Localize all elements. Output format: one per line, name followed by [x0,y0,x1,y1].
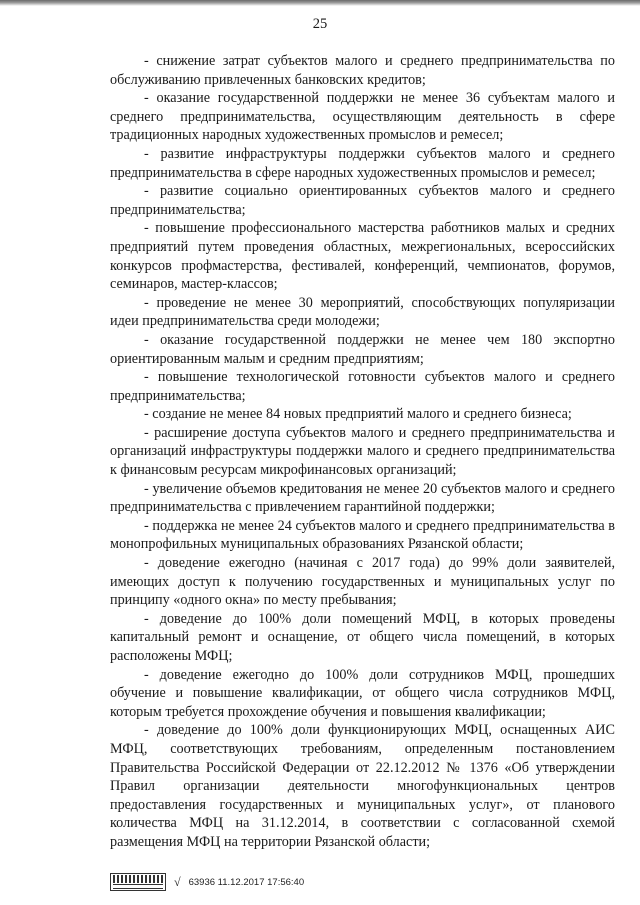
document-registration-info: 63936 11.12.2017 17:56:40 [188,876,305,888]
paragraph: - поддержка не менее 24 субъектов малого и среднего предпринимательства в монопрофильных муниципальных образованиях Рязанской области; [110,517,615,553]
scan-top-edge [0,0,640,6]
check-mark: √ [174,874,181,889]
registry-stamp-icon [110,873,166,891]
paragraph: - доведение ежегодно (начиная с 2017 года) до 99% доли заявителей, имеющих доступ к получению государственных и муниципальных услуг по принципу «одного окна» по месту пребывания; [110,555,615,609]
document-body [110,52,615,852]
paragraph: - доведение до 100% доли помещений МФЦ, в которых проведены капитальный ремонт и оснащение, от общего числа помещений, в которых расположены МФЦ; [110,610,615,664]
paragraph: - повышение профессионального мастерства работников малых и средних предприятий путем проведения областных, межрегиональных, всероссийских конкурсов профмастерства, фестивалей, конференций, чемпионатов, форумов, семинаров, мастер-классов; [110,220,615,293]
paragraph: - расширение доступа субъектов малого и среднего предпринимательства и организаций инфраструктуры поддержки малого и среднего предпринимательства к финансовым ресурсам микрофинансовых организаций; [110,424,615,479]
paragraph: - оказание государственной поддержки не менее 36 субъектам малого и среднего предпринимательства, осуществляющим деятельность в сфере традиционных народных художественных промыслов и ремесел; [110,90,615,144]
page-number: 25 [312,16,328,32]
paragraph: - доведение до 100% доли функционирующих МФЦ, оснащенных АИС МФЦ, соответствующих требованиям, определенным постановлением Правительства Российской Федерации от 22.12.2012 № 1376 «Об утверждении Правил организации деятельности многофункциональных центров предоставления государственных и муниципальных услуг», от планового количества МФЦ на 31.12.2014, в соответствии с согласованной схемой размещения МФЦ на территории Рязанской области; [110,722,615,850]
paragraph: - развитие социально ориентированных субъектов малого и среднего предпринимательства; [110,183,615,218]
paragraph: - увеличение объемов кредитования не менее 20 субъектов малого и среднего предпринимательства с привлечением гарантийной поддержки; [110,480,615,516]
paragraph: - оказание государственной поддержки не менее чем 180 экспортно ориентированным малым и средним предприятиям; [110,331,615,367]
paragraph: - повышение технологической готовности субъектов малого и среднего предпринимательства; [110,369,615,404]
paragraph: - создание не менее 84 новых предприятий малого и среднего бизнеса; [144,406,572,423]
paragraph: - проведение не менее 30 мероприятий, способствующих популяризации идеи предпринимательства среди молодежи; [110,294,615,330]
paragraph: - снижение затрат субъектов малого и среднего предпринимательства по обслуживанию привлеченных банковских кредитов; [110,53,615,88]
paragraph: - доведение ежегодно до 100% доли сотрудников МФЦ, прошедших обучение и повышение квалификации, от общего числа сотрудников МФЦ, которым требуется прохождение обучения и повышения квалификации; [110,666,615,720]
paragraph: - развитие инфраструктуры поддержки субъектов малого и среднего предпринимательства в сфере народных художественных промыслов и ремесел; [110,145,615,181]
document-footer [110,871,304,893]
